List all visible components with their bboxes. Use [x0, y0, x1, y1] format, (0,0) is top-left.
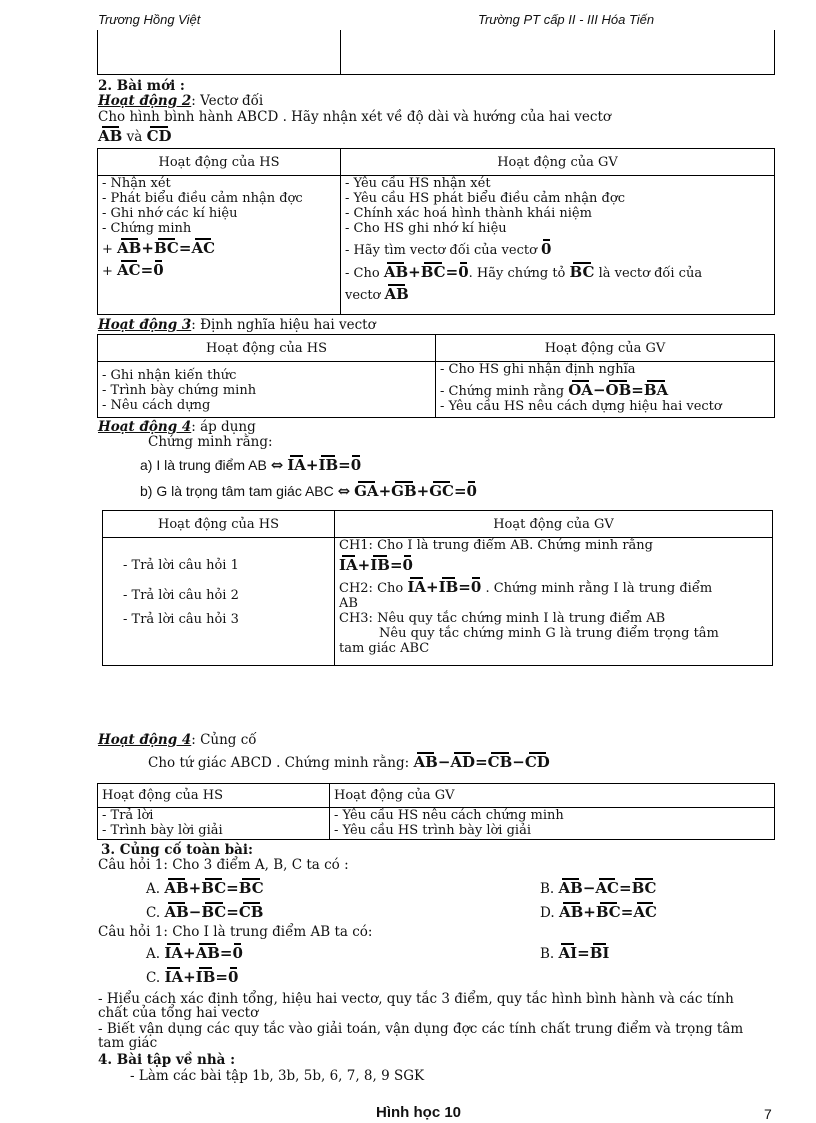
- q1-option-d[interactable]: D. AB+BC=AC: [540, 903, 657, 921]
- act4a-prove: Chứng minh rằng:: [148, 434, 273, 450]
- act2-hs-cell: - Nhận xét - Phát biểu điều cảm nhận đợc - Ghi nhớ các kí hiệu - Chứng minh + AB+BC=AC + AC=0: [98, 176, 341, 315]
- hs-header: Hoạt động của HS: [98, 149, 341, 176]
- act2-heading: Hoạt động 2: Vectơ đối: [98, 93, 264, 109]
- hs-header: Hoạt động của HS: [98, 784, 330, 808]
- act4a-item-a: a) I là trung điểm AB ⇔ IA+IB=0: [140, 456, 362, 474]
- act4a-gv-cell: CH1: Cho I là trung điểm AB. Chứng minh rằng IA+IB=0 CH2: Cho IA+IB=0 . Chứng minh rằng I là trung điểm AB CH3: Nêu quy tắc chứng minh I là trung điểm AB Nêu quy tắc chứng minh G là trung điểm trọng tâm tam giác ABC: [335, 538, 773, 666]
- act4a-heading: Hoạt động 4: áp dụng: [98, 419, 256, 435]
- homework-item: - Làm các bài tập 1b, 3b, 5b, 6, 7, 8, 9 SGK: [130, 1068, 425, 1084]
- page-number: 7: [764, 1106, 772, 1122]
- act4b-statement: Cho tứ giác ABCD . Chứng minh rằng: AB−AD=CB−CD: [148, 753, 550, 771]
- act3-gv-cell: - Cho HS ghi nhận định nghĩa - Chứng minh rằng OA−OB=BA - Yêu cầu HS nêu cách dựng hiệu hai vectơ: [436, 362, 775, 418]
- note-1-cont: chất của tổng hai vectơ: [98, 1005, 259, 1021]
- q1-option-c[interactable]: C. AB−BC=CB: [146, 903, 264, 921]
- top-table-fragment: [97, 30, 775, 75]
- act4b-heading: Hoạt động 4: Củng cố: [98, 732, 257, 748]
- act3-table: [97, 334, 775, 418]
- gv-header: Hoạt động của GV: [436, 335, 775, 362]
- act3-hs-cell: - Ghi nhận kiến thức - Trình bày chứng minh - Nêu cách dựng: [98, 362, 436, 418]
- act4b-table: [97, 783, 775, 840]
- new-lesson-heading: 2. Bài mới :: [98, 78, 185, 94]
- hs-header: Hoạt động của HS: [103, 511, 335, 538]
- header-author: Trương Hồng Việt: [98, 12, 201, 27]
- review-q2: Câu hỏi 1: Cho I là trung điểm AB ta có:: [98, 924, 373, 940]
- note-1: - Hiểu cách xác định tổng, hiệu hai vectơ, quy tắc 3 điểm, quy tắc hình bình hành và các tính: [98, 991, 734, 1007]
- gv-header: Hoạt động của GV: [335, 511, 773, 538]
- header-school: Trường PT cấp II - III Hóa Tiến: [478, 12, 655, 27]
- act4b-hs-cell: - Trả lời - Trình bày lời giải: [98, 808, 330, 840]
- footer-subject: Hình học 10: [376, 1104, 462, 1121]
- q1-option-a[interactable]: A. AB+BC=BC: [146, 879, 264, 897]
- act2-vectors: AB và CD: [98, 127, 172, 145]
- q1-option-b[interactable]: B. AB−AC=BC: [540, 879, 657, 897]
- review-heading: 3. Củng cố toàn bài:: [101, 842, 254, 858]
- note-2: - Biết vận dụng các quy tắc vào giải toán, vận dụng đợc các tính chất trung điểm và trọng tâm: [98, 1021, 744, 1037]
- homework-heading: 4. Bài tập về nhà :: [98, 1052, 236, 1068]
- q2-option-c[interactable]: C. IA+IB=0: [146, 968, 239, 986]
- act4b-gv-cell: - Yêu cầu HS nêu cách chứng minh - Yêu cầu HS trình bày lời giải: [330, 808, 775, 840]
- act2-intro: Cho hình bình hành ABCD . Hãy nhận xét về độ dài và hướng của hai vectơ: [98, 109, 611, 125]
- act3-heading: Hoạt động 3: Định nghĩa hiệu hai vectơ: [98, 317, 376, 333]
- act4a-hs-cell: - Trả lời câu hỏi 1 - Trả lời câu hỏi 2 - Trả lời câu hỏi 3: [103, 538, 335, 666]
- note-2-cont: tam giác: [98, 1035, 158, 1051]
- gv-header: Hoạt động của GV: [341, 149, 775, 176]
- gv-header: Hoạt động của GV: [330, 784, 775, 808]
- act2-table: [97, 148, 775, 315]
- q2-option-a[interactable]: A. IA+AB=0: [146, 944, 243, 962]
- act4a-table: [102, 510, 773, 666]
- review-q1: Câu hỏi 1: Cho 3 điểm A, B, C ta có :: [98, 857, 349, 873]
- act2-gv-cell: - Yêu cầu HS nhận xét - Yêu cầu HS phát biểu điều cảm nhận đợc - Chính xác hoá hình thành khái niệm - Cho HS ghi nhớ kí hiệu - Hãy tìm vectơ đối của vectơ 0 - Cho AB+BC=0. Hãy chứng tỏ BC là vectơ đối của vectơ AB: [341, 176, 775, 315]
- q2-option-b[interactable]: B. AI=BI: [540, 944, 610, 962]
- hs-header: Hoạt động của HS: [98, 335, 436, 362]
- act4a-item-b: b) G là trọng tâm tam giác ABC ⇔ GA+GB+GC=0: [140, 482, 477, 500]
